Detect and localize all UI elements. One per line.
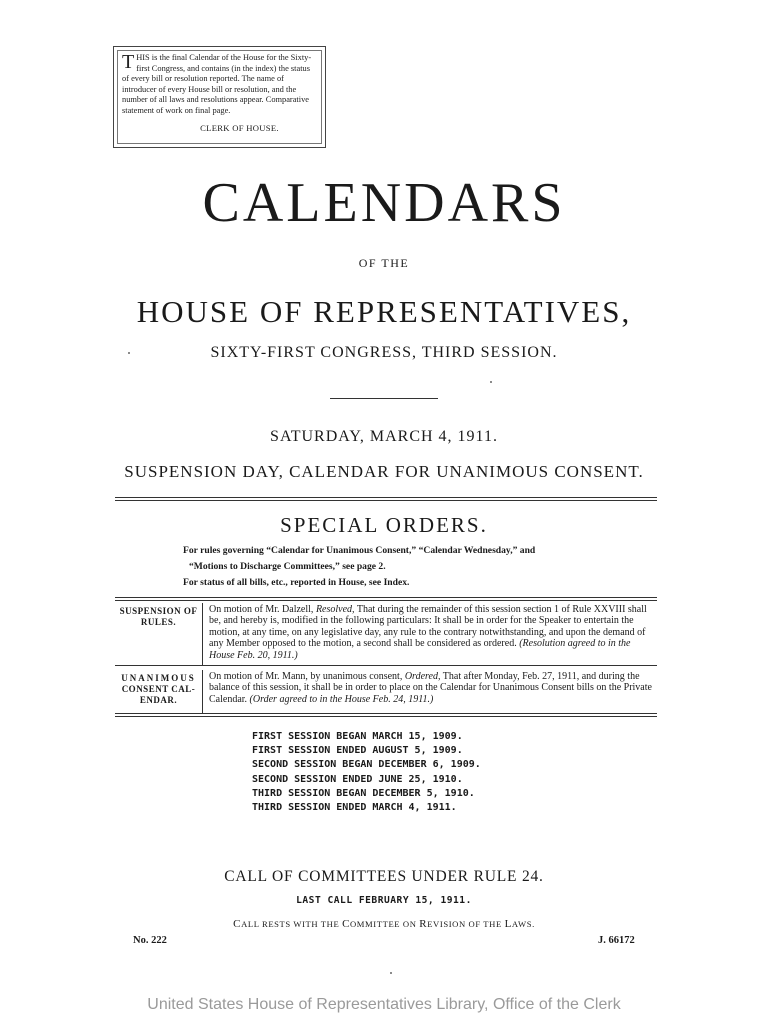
house-heading: HOUSE OF REPRESENTATIVES, [136, 294, 632, 329]
order-text-citation: (Resolution agreed to in the House Feb. 20, 1911.) [209, 638, 631, 661]
order-row-unanimous-consent [115, 670, 657, 714]
library-footer: United States House of Representatives Library, Office of the Clerk [147, 996, 621, 1013]
session-date-line: FIRST SESSION BEGAN MARCH 15, 1909. [252, 731, 463, 742]
order-text-resolved: Resolved, [315, 604, 355, 615]
special-orders-table [115, 603, 657, 714]
order-label-line: CONSENT CAL- [121, 684, 196, 694]
call-rests-cap: C [233, 918, 242, 930]
call-rests-cap: L [504, 918, 512, 930]
order-label-line: RULES. [140, 617, 177, 627]
order-text-body: That during the remainder of this session section 1 of Rule XXVIII shall be, and hereby is, modified in the following particulars: It shall be in order for the Speaker to entertain the motion, at any time, on any legislative day, any rule to the contrary notwithstanding, and upon the demand of any Member opposed to the motion, a second shall be considered as ordered. [209, 604, 647, 650]
order-label-line: ENDAR. [139, 695, 178, 705]
notice-text [122, 53, 312, 117]
calendar-date: SATURDAY, MARCH 4, 1911. [270, 428, 498, 445]
final-calendar-notice [113, 46, 326, 148]
order-label-line: UNANIMOUS [121, 673, 196, 683]
page-number: No. 222 [133, 935, 167, 946]
special-orders-note [183, 543, 613, 591]
notice-body: HIS is the final Calendar of the House for the Sixty-first Congress, and contains (in the index) the status of every bill or resolution reported. The name of introducer of every House bill or resolution, and the number of all laws and resolutions appear. Comparative statement of work on final page. [122, 53, 312, 115]
congress-session: SIXTY-FIRST CONGRESS, THIRD SESSION. [210, 344, 558, 361]
call-rests-text: ALL RESTS WITH THE [241, 919, 343, 929]
order-text-pre: On motion of Mr. Mann, by unanimous consent, [209, 671, 405, 682]
day-type: SUSPENSION DAY, CALENDAR FOR UNANIMOUS CONSENT. [124, 462, 644, 481]
session-date-line: FIRST SESSION ENDED AUGUST 5, 1909. [252, 745, 463, 757]
last-call-date: LAST CALL FEBRUARY 15, 1911. [296, 895, 472, 906]
note-line-1: For rules governing “Calendar for Unanimous Consent,” “Calendar Wednesday,” and [183, 545, 536, 556]
order-text-body: That after Monday, Feb. 27, 1911, and during the balance of this session, it shall be in order to place on the Calendar for Unanimous Consent bills on the Private Calendar. [209, 671, 652, 705]
call-rests-cap: R [419, 918, 428, 930]
note-line-3: For status of all bills, etc., reported in House, see Index. [183, 577, 410, 588]
job-number: J. 66172 [598, 935, 635, 946]
print-speck [490, 381, 492, 383]
call-of-committees-heading: CALL OF COMMITTEES UNDER RULE 24. [224, 868, 544, 885]
session-date-line: SECOND SESSION BEGAN DECEMBER 6, 1909. [252, 759, 481, 771]
session-date-line: THIRD SESSION ENDED MARCH 4, 1911. [252, 802, 457, 814]
title-of-the: OF THE [358, 256, 410, 270]
document-title: CALENDARS [202, 172, 566, 234]
order-text-pre: On motion of Mr. Dalzell, [209, 604, 316, 615]
order-text [203, 603, 657, 665]
call-rests-line [0, 918, 768, 930]
call-rests-text: EVISION OF THE [427, 919, 505, 929]
note-line-2: “Motions to Discharge Committees,” see page 2. [189, 561, 386, 572]
special-orders-heading: SPECIAL ORDERS. [280, 513, 488, 537]
double-rule-orders-bottom [115, 713, 657, 717]
order-label [115, 670, 203, 714]
order-label [115, 603, 203, 665]
double-rule-orders-top [115, 597, 657, 601]
order-text-citation: (Order agreed to in the House Feb. 24, 1911.) [249, 693, 434, 705]
session-date-line: THIRD SESSION BEGAN DECEMBER 5, 1910. [252, 787, 475, 799]
notice-dropcap: T [122, 51, 135, 73]
session-dates [252, 730, 552, 815]
session-date-line: SECOND SESSION ENDED JUNE 25, 1910. [252, 773, 463, 785]
print-speck [390, 972, 392, 974]
order-text [203, 670, 657, 714]
order-divider [115, 665, 657, 666]
call-rests-text: OMMITTEE ON [350, 919, 420, 929]
print-speck [128, 352, 130, 354]
call-rests-text: AWS. [511, 919, 535, 929]
order-text-ordered: Ordered, [404, 671, 441, 682]
order-label-line: SUSPENSION OF [119, 606, 198, 616]
call-rests-cap: C [342, 918, 350, 930]
short-rule-divider [330, 398, 438, 399]
order-row-suspension [115, 603, 657, 665]
double-rule-top [115, 497, 657, 501]
notice-signature: CLERK OF HOUSE. [200, 123, 279, 133]
